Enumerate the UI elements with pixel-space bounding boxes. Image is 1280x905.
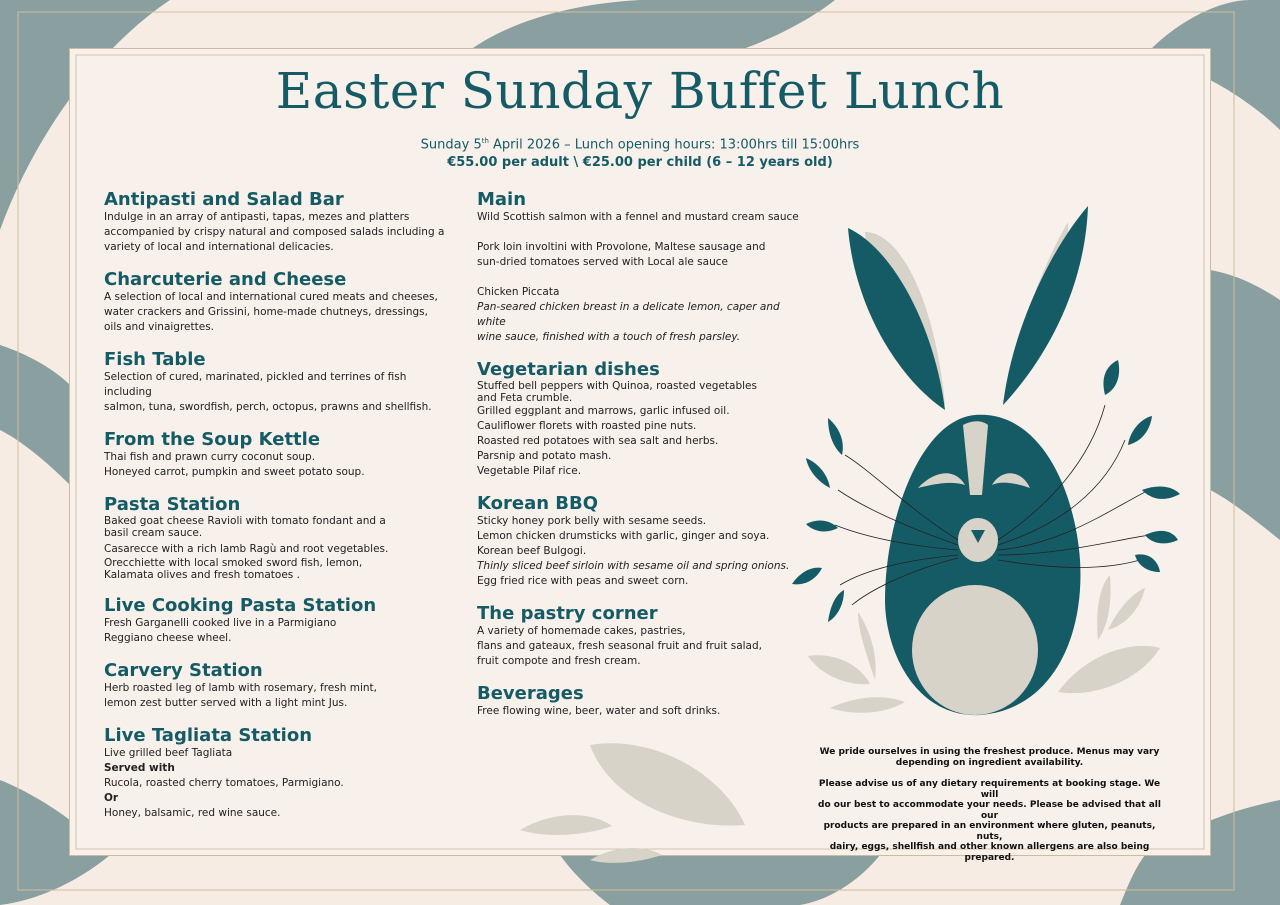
leaf-beige-3 (1108, 588, 1145, 630)
leaf-teal-7 (806, 458, 830, 488)
leaf-teal-6 (828, 418, 843, 455)
menu-line: Selection of cured, marinated, pickled and terrines of fish including (104, 371, 407, 398)
bunny-belly (912, 585, 1038, 715)
leaf-beige-large (590, 743, 745, 825)
menu-line: oils and vinaigrettes. (104, 321, 215, 333)
leaf-beige-2 (1097, 575, 1110, 640)
menu-line: Casarecce with a rich lamb Ragù and root vegetables. (104, 543, 389, 555)
section-title: Pasta Station (104, 494, 241, 515)
menu-line: Pork loin involtini with Provolone, Maltese sausage and (477, 241, 766, 253)
leaf-teal-1 (1103, 360, 1119, 395)
menu-line: Honeyed carrot, pumpkin and sweet potato soup. (104, 466, 365, 478)
note-line: do our best to accommodate your needs. Please be advised that all our (818, 800, 1161, 821)
section-title: Vegetarian dishes (477, 359, 660, 380)
leaf-teal-5 (1135, 554, 1160, 572)
menu-line: Lemon chicken drumsticks with garlic, ginger and soya. (477, 530, 770, 542)
note-line: products are prepared in an environment where gluten, peanuts, nuts, (823, 821, 1156, 842)
leaf-beige-1 (1058, 646, 1160, 693)
menu-line: Chicken Piccata (477, 286, 560, 298)
leaf-teal-2 (1128, 416, 1152, 445)
price-line: €55.00 per adult \ €25.00 per child (6 – 12 years old) (447, 155, 833, 170)
section-title: Beverages (477, 683, 584, 704)
menu-line: sun-dried tomatoes served with Local ale sauce (477, 256, 728, 268)
menu-line: Baked goat cheese Ravioli with tomato fondant and a (104, 515, 386, 527)
leaf-teal-3 (1142, 487, 1180, 499)
note-line: depending on ingredient availability. (895, 757, 1084, 768)
menu-line: Herb roasted leg of lamb with rosemary, fresh mint, (104, 682, 377, 694)
date-suffix: April 2026 – Lunch opening hours: 13:00hrs till 15:00hrs (488, 137, 860, 153)
leaf-teal-9 (792, 568, 822, 585)
menu-line: Cauliflower florets with roasted pine nuts. (477, 420, 697, 432)
section-title: Live Tagliata Station (104, 725, 313, 746)
menu-line: and Feta crumble. (477, 392, 573, 404)
menu-line: Indulge in an array of antipasti, tapas, mezes and platters (104, 211, 410, 223)
menu-line: basil cream sauce. (104, 527, 203, 539)
leaf-beige-small (520, 815, 612, 835)
menu-line: Honey, balsamic, red wine sauce. (104, 807, 281, 819)
menu-line: Kalamata olives and fresh tomatoes . (104, 569, 300, 581)
section-title: Korean BBQ (477, 493, 599, 514)
menu-line: Served with (104, 762, 175, 774)
menu-line: fruit compote and fresh cream. (477, 655, 641, 667)
menu-line: A variety of homemade cakes, pastries, (477, 625, 686, 637)
allergen-note (812, 779, 1167, 863)
menu-line: Roasted red potatoes with sea salt and herbs. (477, 435, 719, 447)
menu-line: water crackers and Grissini, home-made chutneys, dressings, (104, 306, 428, 318)
date-superscript: th (481, 137, 489, 145)
menu-line: Pan-seared chicken breast in a delicate lemon, caper and white (477, 301, 780, 328)
date-prefix: Sunday 5 (420, 137, 482, 153)
menu-line: A selection of local and international cured meats and cheeses, (104, 291, 438, 303)
menu-line: Stuffed bell peppers with Quinoa, roasted vegetables (477, 380, 757, 392)
leaf-teal-4 (1145, 531, 1178, 544)
menu-line: Parsnip and potato mash. (477, 450, 612, 462)
section-title: Antipasti and Salad Bar (104, 189, 344, 210)
note-line: Please advise us of any dietary requirements at booking stage. We will (818, 779, 1161, 800)
section-title: From the Soup Kettle (104, 429, 321, 450)
menu-line: Reggiano cheese wheel. (104, 632, 232, 644)
leaf-beige-6 (830, 697, 905, 713)
menu-line: Fresh Garganelli cooked live in a Parmigiano (104, 617, 337, 629)
leaf-beige-bottom (590, 848, 662, 863)
section-title: Live Cooking Pasta Station (104, 595, 377, 616)
freshness-note (812, 747, 1167, 768)
leaf-teal-8 (806, 521, 838, 532)
section-title: Carvery Station (104, 660, 263, 681)
menu-line: Vegetable Pilaf rice. (477, 465, 582, 477)
menu-line: Free flowing wine, beer, water and soft drinks. (477, 705, 721, 717)
note-line: We pride ourselves in using the freshest produce. Menus may vary (819, 747, 1160, 757)
section-title: Charcuterie and Cheese (104, 269, 347, 290)
menu-line: Grilled eggplant and marrows, garlic infused oil. (477, 405, 730, 417)
menu-line: Egg fried rice with peas and sweet corn. (477, 575, 689, 587)
menu-line: Thai fish and prawn curry coconut soup. (104, 451, 316, 463)
ear-right (1003, 206, 1088, 405)
leaf-beige-4 (858, 612, 876, 680)
leaf-teal-10 (828, 590, 844, 622)
page-title: Easter Sunday Buffet Lunch (275, 62, 1005, 120)
menu-line: Wild Scottish salmon with a fennel and mustard cream sauce (477, 211, 799, 223)
menu-line: accompanied by crispy natural and composed salads including a (104, 226, 445, 238)
section-title: The pastry corner (477, 603, 658, 624)
menu-line: variety of local and international delicacies. (104, 241, 334, 253)
menu-line: Korean beef Bulgogi. (477, 545, 587, 557)
menu-line: Thinly sliced beef sirloin with sesame oil and spring onions. (477, 560, 790, 572)
section-title: Fish Table (104, 349, 206, 370)
leaf-beige-5 (808, 655, 870, 684)
menu-line: salmon, tuna, swordfish, perch, octopus, prawns and shellfish. (104, 401, 432, 413)
menu-line: lemon zest butter served with a light mint Jus. (104, 697, 348, 709)
menu-line: Orecchiette with local smoked sword fish, lemon, (104, 557, 363, 569)
menu-line: flans and gateaux, fresh seasonal fruit and fruit salad, (477, 640, 762, 652)
note-line: dairy, eggs, shellfish and other known allergens are also being prepared. (829, 842, 1150, 863)
menu-line: Live grilled beef Tagliata (104, 747, 233, 759)
menu-line: Sticky honey pork belly with sesame seeds. (477, 515, 707, 527)
menu-line: Or (104, 792, 119, 804)
menu-line: wine sauce, finished with a touch of fresh parsley. (477, 331, 741, 343)
menu-line: Rucola, roasted cherry tomatoes, Parmigiano. (104, 777, 344, 789)
section-title: Main (477, 189, 527, 210)
